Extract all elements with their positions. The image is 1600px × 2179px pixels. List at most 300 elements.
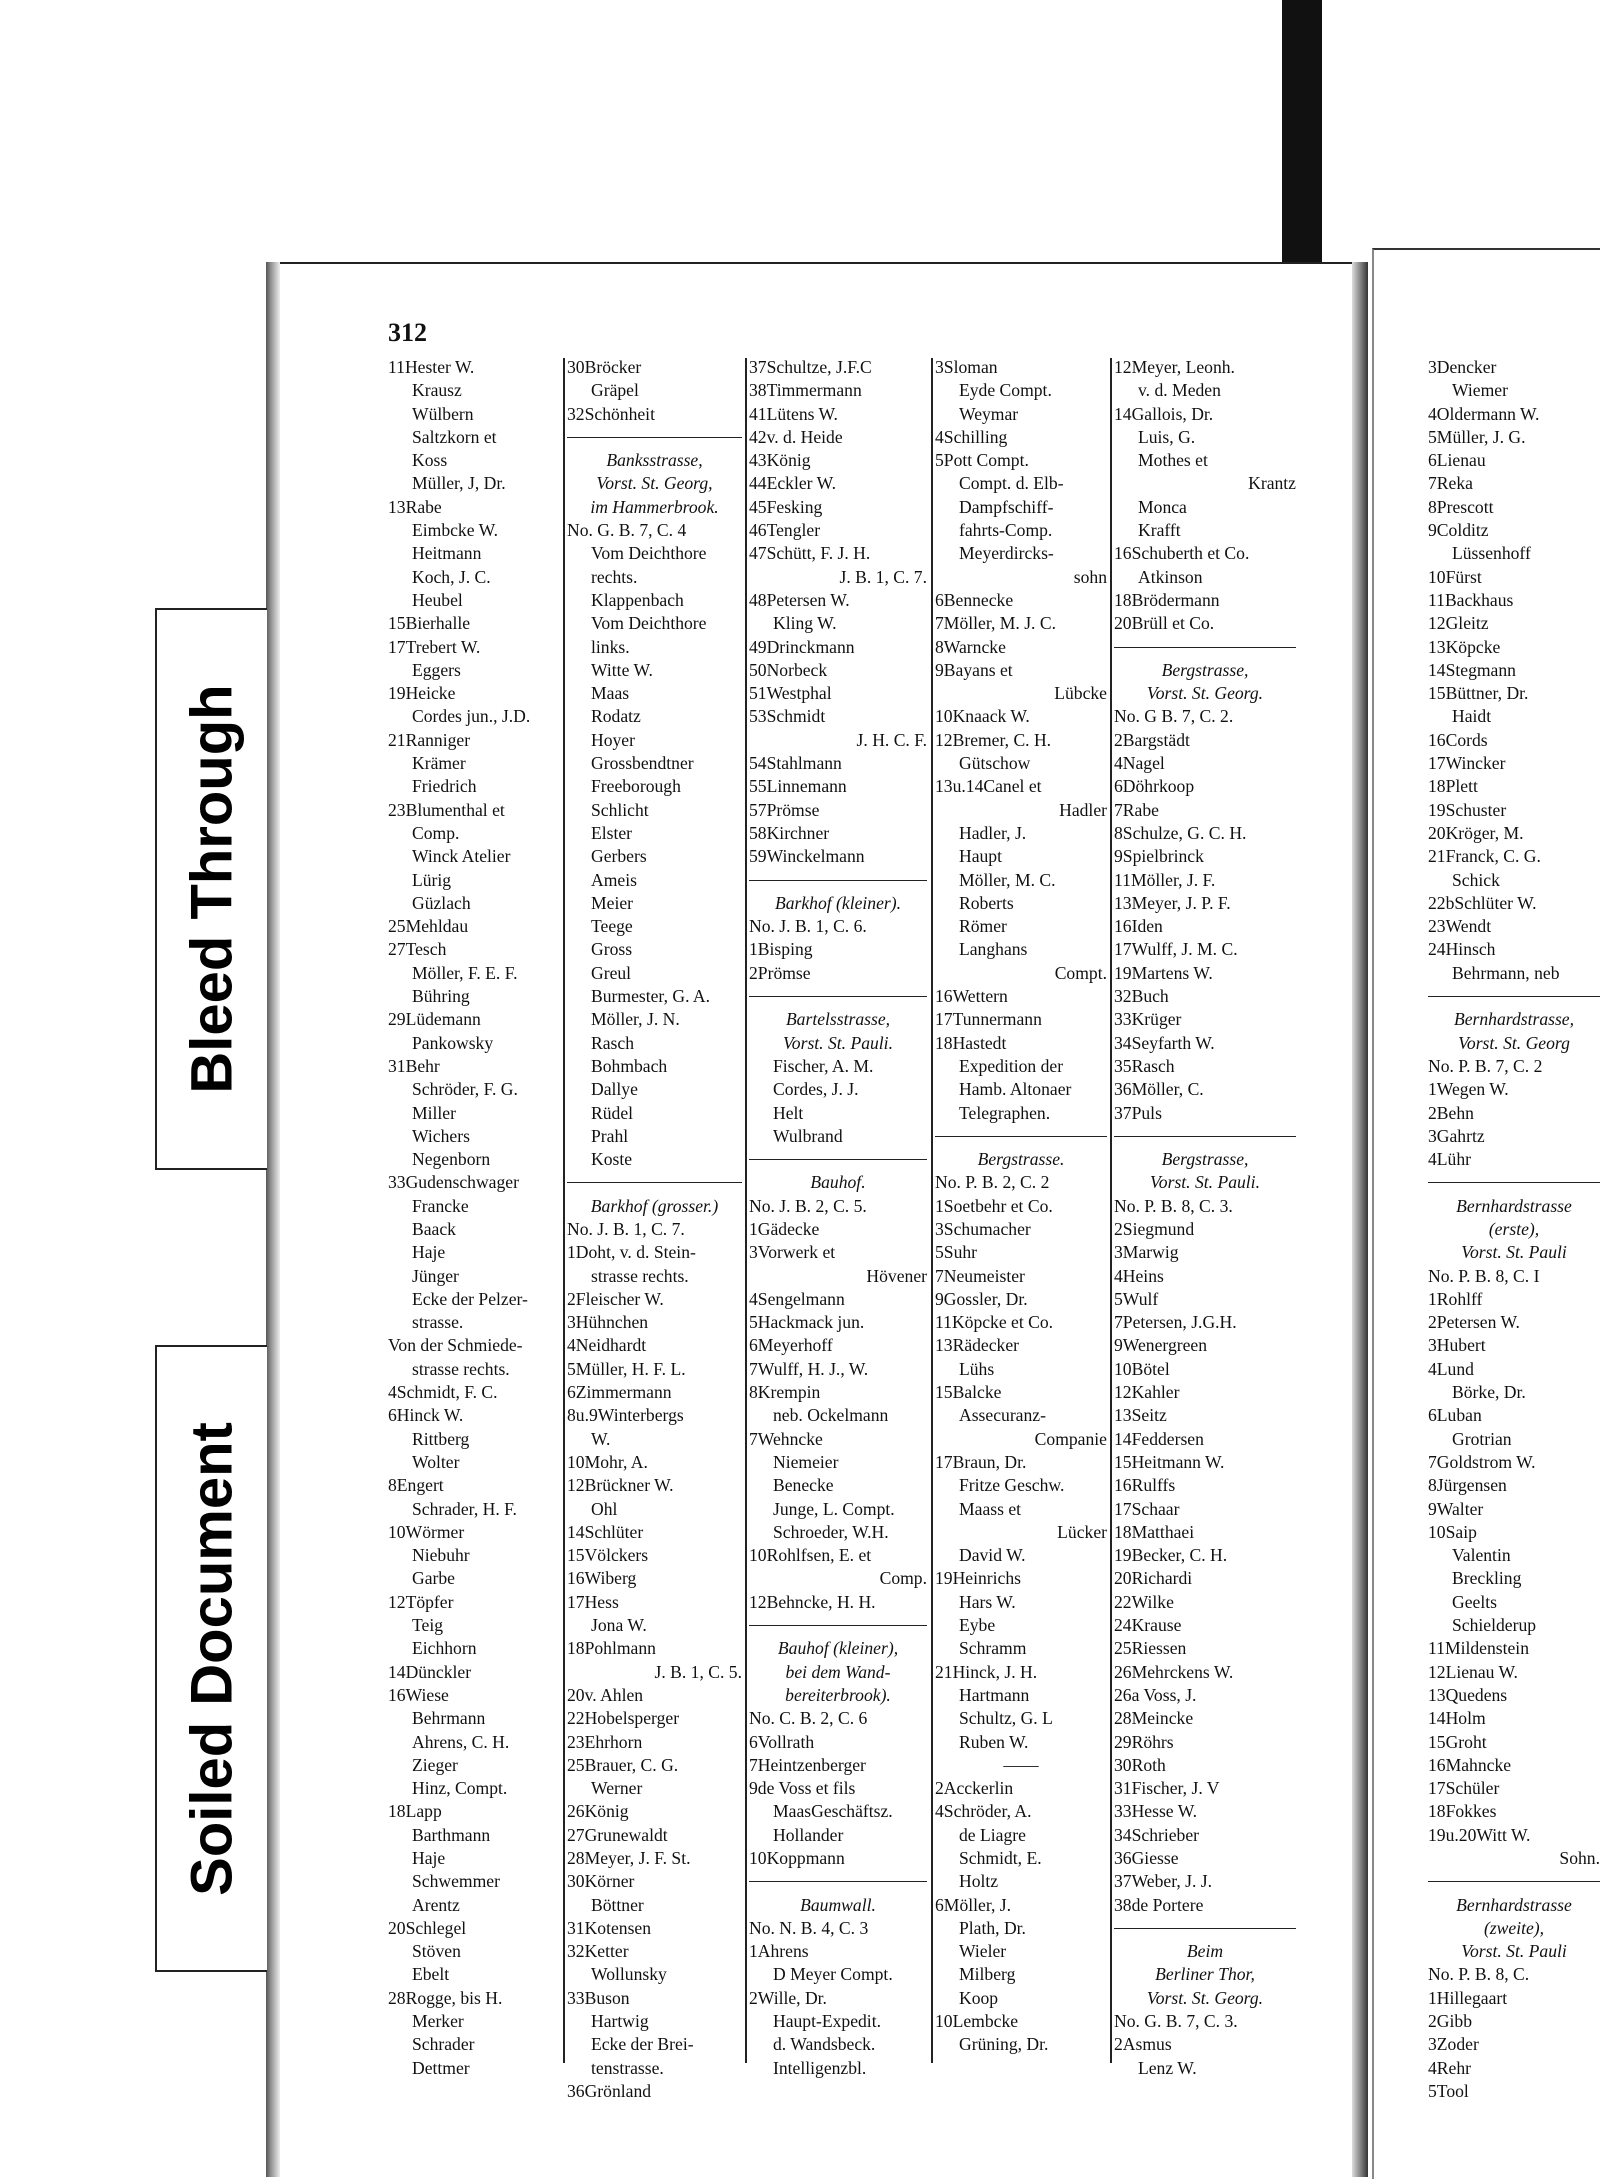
directory-entry: Grossbendtner <box>591 753 694 774</box>
directory-entry: 7Wulff, H. J., W. <box>749 1358 869 1379</box>
directory-entry: Vom Deichthore <box>591 543 707 564</box>
directory-entry: Fritze Geschw. <box>959 1475 1065 1496</box>
street-heading: Bernhardstrasse <box>1456 1195 1572 1216</box>
directory-entry: Niemeier <box>773 1451 839 1472</box>
directory-entry: Krantz <box>1248 473 1296 494</box>
directory-entry: Haje <box>412 1848 446 1868</box>
directory-entry: strasse rechts. <box>591 1265 689 1286</box>
directory-entry: 9Wenergreen <box>1114 1335 1208 1356</box>
directory-entry: 16Schuberth et Co. <box>1114 543 1250 564</box>
directory-entry: Börke, Dr. <box>1452 1382 1526 1403</box>
directory-entry: Lenz W. <box>1138 2057 1197 2078</box>
street-heading: Vorst. St. Pauli <box>1461 1941 1567 1962</box>
directory-entry: 4Lund <box>1428 1358 1474 1379</box>
directory-entry: Haupt-Expedit. <box>773 2011 881 2032</box>
directory-entry: 15Büttner, Dr. <box>1428 683 1529 704</box>
directory-entry: Haupt <box>959 846 1002 867</box>
directory-entry: Haje <box>412 1242 446 1263</box>
directory-entry: Prahl <box>591 1125 629 1146</box>
directory-entry: 54Stahlmann <box>749 753 842 774</box>
directory-entry: 10Koppmann <box>749 1848 845 1868</box>
directory-entry: 14Holm <box>1428 1708 1486 1729</box>
directory-entry: 6Möller, J. <box>935 1894 1012 1915</box>
directory-entry: Haidt <box>1452 706 1492 727</box>
directory-entry: 9Bayans et <box>935 659 1013 680</box>
directory-entry: 13u.14Canel et <box>935 776 1042 797</box>
directory-entry: Schielderup <box>1452 1615 1537 1636</box>
section-rule <box>567 426 742 449</box>
directory-entry: 8Warncke <box>935 636 1006 657</box>
directory-entry: 6Meyerhoff <box>749 1335 833 1356</box>
directory-entry: Gerbers <box>591 846 647 867</box>
directory-entry: 6Bennecke <box>935 589 1014 610</box>
directory-entry: 6Hinck W. <box>388 1405 464 1426</box>
section-rule <box>935 1125 1107 1148</box>
directory-entry: Weymar <box>959 403 1019 424</box>
directory-entry: 43König <box>749 450 811 471</box>
rule-line <box>749 1881 927 1882</box>
section-rule <box>1428 985 1600 1008</box>
directory-entry: 18Hastedt <box>935 1032 1007 1053</box>
directory-entry: 27Tesch <box>388 939 447 960</box>
directory-entry: 14Stegmann <box>1428 659 1516 680</box>
column-divider <box>745 358 747 2063</box>
directory-entry: Valentin <box>1452 1545 1511 1566</box>
page-number: 312 <box>388 318 427 347</box>
directory-entry: Comp. <box>412 822 460 843</box>
directory-entry: Koop <box>959 1987 999 2008</box>
directory-entry: 50Norbeck <box>749 659 828 680</box>
directory-entry: Comp. <box>879 1568 927 1589</box>
directory-entry: 1Soetbehr et Co. <box>935 1195 1053 1216</box>
directory-entry: 4Schröder, A. <box>935 1801 1032 1822</box>
dark-gutter <box>1282 0 1322 270</box>
directory-entry: 2Acckerlin <box>935 1778 1014 1799</box>
directory-entry: Hartwig <box>591 2011 649 2032</box>
directory-entry: Hinz, Compt. <box>412 1778 508 1799</box>
section-rule <box>749 869 927 892</box>
directory-entry: Atkinson <box>1138 566 1203 587</box>
directory-entry: 14Schlüter <box>567 1521 644 1542</box>
directory-entry: Cordes jun., J.D. <box>412 706 531 727</box>
directory-entry: MaasGeschäftsz. <box>773 1801 893 1822</box>
directory-entry: 18Pohlmann <box>567 1638 656 1659</box>
directory-entry: David W. <box>959 1545 1026 1566</box>
directory-entry: No. G B. 7, C. 2. <box>1114 706 1234 727</box>
directory-entry: Güzlach <box>412 892 471 913</box>
directory-entry: J. B. 1, C. 7. <box>839 566 927 587</box>
directory-entry: 37Weber, J. J. <box>1114 1871 1213 1892</box>
directory-entry: 15Bierhalle <box>388 613 471 634</box>
directory-entry: Krausz <box>412 380 462 401</box>
directory-entry: J. B. 1, C. 5. <box>654 1661 742 1682</box>
directory-entry: Elster <box>591 822 633 843</box>
directory-entry: strasse. <box>412 1312 464 1333</box>
directory-entry: Francke <box>412 1195 469 1216</box>
directory-entry: 5Müller, H. F. L. <box>567 1358 686 1379</box>
directory-entry: 10Wörmer <box>388 1521 465 1542</box>
directory-entry: Krämer <box>412 753 466 774</box>
directory-entry: 6Luban <box>1428 1405 1482 1426</box>
directory-entry: 15Balcke <box>935 1382 1002 1403</box>
directory-entry: 19Becker, C. H. <box>1114 1545 1228 1566</box>
directory-entry: Behrmann <box>412 1708 486 1729</box>
directory-entry: No. N. B. 4, C. 3 <box>749 1917 869 1938</box>
directory-entry: 36Giesse <box>1114 1848 1179 1868</box>
directory-entry: Ruben W. <box>959 1731 1029 1752</box>
directory-entry: Witte W. <box>591 659 653 680</box>
directory-entry: 11Hester W. <box>388 357 475 377</box>
directory-entry: 7Petersen, J.G.H. <box>1114 1312 1237 1333</box>
directory-entry: 34Seyfarth W. <box>1114 1032 1215 1053</box>
directory-entry: Hoyer <box>591 729 635 750</box>
directory-entry: Meier <box>591 892 634 913</box>
directory-entry: Hadler <box>1059 799 1107 820</box>
directory-entry: 30Körner <box>567 1871 635 1892</box>
street-heading: Barkhof (kleiner). <box>774 892 902 913</box>
directory-entry: Möller, F. E. F. <box>412 962 518 983</box>
directory-entry: 6Zimmermann <box>567 1382 672 1403</box>
section-rule <box>1114 636 1296 659</box>
directory-entry: Intelligenzbl. <box>773 2057 867 2078</box>
directory-entry: 3Schumacher <box>935 1218 1031 1239</box>
directory-entry: 38Timmermann <box>749 380 862 401</box>
directory-entry: 42v. d. Heide <box>749 426 843 447</box>
directory-entry: 36Möller, C. <box>1114 1079 1204 1100</box>
directory-entry: 8Schulze, G. C. H. <box>1114 822 1247 843</box>
directory-entry: 12Kahler <box>1114 1382 1180 1403</box>
page-gutter-shadow <box>1352 262 1368 2177</box>
street-heading: Vorst. St. Georg <box>1458 1032 1570 1053</box>
column-divider <box>1110 358 1112 2063</box>
directory-entry: Bohmbach <box>591 1055 668 1076</box>
directory-entry: neb. Ockelmann <box>773 1405 889 1426</box>
directory-entry: 11Köpcke et Co. <box>935 1312 1054 1333</box>
directory-entry: Schwemmer <box>412 1871 500 1892</box>
directory-entry: 33Gudenschwager <box>388 1172 519 1193</box>
directory-entry: 5Wulf <box>1114 1288 1159 1309</box>
directory-entry: Gross <box>591 939 633 960</box>
directory-entry: 12Bremer, C. H. <box>935 729 1052 750</box>
directory-entry: 4Sengelmann <box>749 1288 845 1309</box>
directory-entry: Rodatz <box>591 706 641 727</box>
directory-entry: Eyde Compt. <box>959 380 1052 401</box>
directory-entry: Wollunsky <box>591 1964 667 1985</box>
street-heading: Vorst. St. Pauli. <box>783 1032 893 1053</box>
directory-entry: 2Wille, Dr. <box>749 1987 827 2008</box>
directory-column-2 <box>567 356 742 2103</box>
directory-entry: 4Neidhardt <box>567 1335 647 1356</box>
directory-entry: 11Backhaus <box>1428 589 1514 610</box>
directory-entry: 19Martens W. <box>1114 962 1213 983</box>
directory-entry: 46Tengler <box>749 520 821 541</box>
directory-entry: 4Rehr <box>1428 2057 1471 2078</box>
directory-entry: 2Behn <box>1428 1102 1474 1123</box>
directory-entry: 16Mahncke <box>1428 1754 1512 1775</box>
directory-entry: 5Hackmack jun. <box>749 1312 865 1333</box>
directory-entry: 13Rädecker <box>935 1335 1020 1356</box>
directory-entry: 9Spielbrinck <box>1114 846 1204 867</box>
street-heading: Baumwall. <box>800 1894 876 1915</box>
soiled-document-label: Soiled Document <box>179 1421 245 1896</box>
directory-entry: 13Köpcke <box>1428 636 1501 657</box>
directory-entry: 20Brüll et Co. <box>1114 613 1215 634</box>
directory-entry: Baack <box>412 1218 456 1239</box>
directory-column-4 <box>935 356 1107 2057</box>
rule-line <box>1114 1136 1296 1137</box>
directory-entry: Fischer, A. M. <box>773 1055 874 1076</box>
rule-line <box>749 996 927 997</box>
directory-entry: 16Cords <box>1428 729 1488 750</box>
directory-entry: 3Hubert <box>1428 1335 1486 1356</box>
directory-entry: 33Hesse W. <box>1114 1801 1198 1822</box>
directory-entry: 18Lapp <box>388 1801 442 1822</box>
rule-line <box>749 1625 927 1626</box>
directory-entry: Jona W. <box>591 1615 647 1636</box>
rule-line <box>749 1159 927 1160</box>
directory-entry: Lücker <box>1057 1521 1107 1542</box>
directory-entry: No. J. B. 1, C. 6. <box>749 916 867 937</box>
directory-entry: 8Prescott <box>1428 496 1494 517</box>
directory-entry: 6Döhrkoop <box>1114 776 1195 797</box>
directory-entry: 7Heintzenberger <box>749 1754 866 1775</box>
directory-entry: Ahrens, C. H. <box>412 1731 510 1752</box>
directory-entry: 10Fürst <box>1428 566 1482 587</box>
directory-entry: Schmidt, E. <box>959 1848 1042 1868</box>
street-heading: Beim <box>1186 1941 1224 1962</box>
directory-entry: Möller, M. C. <box>959 869 1056 890</box>
directory-entry: 32Schönheit <box>567 403 655 424</box>
directory-entry: Eimbcke W. <box>412 520 499 541</box>
directory-entry: Helt <box>773 1102 804 1123</box>
directory-entry: Arentz <box>412 1894 460 1915</box>
directory-entry: 19Heicke <box>388 683 456 704</box>
directory-entry: 17Braun, Dr. <box>935 1451 1027 1472</box>
directory-entry: 17Wincker <box>1428 753 1506 774</box>
directory-entry: Sohn. <box>1559 1848 1600 1868</box>
directory-entry: 21Hinck, J. H. <box>935 1661 1038 1682</box>
directory-entry: 1Hillegaart <box>1428 1987 1508 2008</box>
street-heading: im Hammerbrook. <box>590 496 719 517</box>
directory-entry: 1Rohlff <box>1428 1288 1483 1309</box>
directory-entry: tenstrasse. <box>591 2057 664 2078</box>
street-heading: Banksstrasse, <box>606 450 703 471</box>
directory-entry: 8u.9Winterbergs <box>567 1405 684 1426</box>
directory-entry: fahrts-Comp. <box>959 520 1053 541</box>
directory-entry: 22Hobelsperger <box>567 1708 680 1729</box>
street-heading: Bernhardstrasse <box>1456 1894 1572 1915</box>
directory-entry: Jünger <box>412 1265 459 1286</box>
directory-entry: Behrmann, neb <box>1452 962 1560 983</box>
section-rule <box>1428 1171 1600 1194</box>
street-heading: Bartelsstrasse, <box>785 1009 891 1030</box>
directory-entry: No. J. B. 2, C. 5. <box>749 1195 867 1216</box>
directory-entry: Wolter <box>412 1451 460 1472</box>
directory-entry: 32Ketter <box>567 1941 629 1962</box>
directory-entry: Maass et <box>959 1498 1022 1519</box>
directory-entry: 12Brückner W. <box>567 1475 674 1496</box>
directory-entry: 59Winckelmann <box>749 846 865 867</box>
directory-entry: Zieger <box>412 1754 458 1775</box>
directory-entry: 15Heitmann W. <box>1114 1451 1225 1472</box>
directory-entry: 38de Portere <box>1114 1894 1204 1915</box>
directory-entry: links. <box>591 636 630 657</box>
street-heading: Barkhof (grosser.) <box>590 1195 719 1216</box>
rule-line <box>567 1182 742 1183</box>
directory-entry: 2Gibb <box>1428 2011 1472 2032</box>
directory-entry: 21Franck, C. G. <box>1428 846 1541 867</box>
directory-entry: 44Eckler W. <box>749 473 836 494</box>
directory-entry: 24Hinsch <box>1428 939 1496 960</box>
directory-entry: Schrader <box>412 2034 475 2055</box>
directory-entry: Geelts <box>1452 1591 1497 1612</box>
directory-entry: Saltzkorn et <box>412 426 497 447</box>
directory-entry: 12Töpfer <box>388 1591 454 1612</box>
directory-entry: Lübcke <box>1054 683 1107 704</box>
street-heading: Vorst. St. Georg. <box>1146 683 1264 704</box>
directory-entry: 10Rohlfsen, E. et <box>749 1545 872 1566</box>
directory-entry: 8Krempin <box>749 1382 821 1403</box>
rule-line <box>1114 647 1296 648</box>
street-heading: Vorst. St. Pauli <box>1461 1242 1567 1263</box>
directory-entry: No. P. B. 8, C. 3. <box>1114 1195 1233 1216</box>
directory-column-6 <box>1428 356 1600 2103</box>
directory-entry: Friedrich <box>412 776 477 797</box>
directory-entry: Assecuranz- <box>959 1405 1046 1426</box>
directory-entry: 3Gahrtz <box>1428 1125 1485 1146</box>
column-divider <box>563 358 565 2063</box>
directory-entry: Telegraphen. <box>959 1102 1051 1123</box>
directory-entry: Ecke der Pelzer- <box>412 1288 528 1309</box>
directory-entry: Dampfschiff- <box>959 496 1054 517</box>
directory-entry: 58Kirchner <box>749 822 830 843</box>
page-edge-left <box>266 262 280 2177</box>
directory-entry: Lühs <box>959 1358 995 1379</box>
directory-entry: Koss <box>412 450 448 471</box>
directory-entry: 16Wiese <box>388 1684 449 1705</box>
directory-entry: 30Roth <box>1114 1754 1166 1775</box>
street-heading: bereiterbrook). <box>785 1684 891 1705</box>
directory-entry: 3Hühnchen <box>567 1312 649 1333</box>
directory-entry: 1Ahrens <box>749 1941 809 1962</box>
rule-line <box>567 437 742 438</box>
directory-column-5 <box>1114 356 1296 2080</box>
directory-entry: 26Mehrckens W. <box>1114 1661 1234 1682</box>
directory-entry: Burmester, G. A. <box>591 986 711 1007</box>
directory-entry: Negenborn <box>412 1149 491 1170</box>
directory-entry: 37Schultze, J.F.C <box>749 357 872 377</box>
directory-entry: Heubel <box>412 589 463 610</box>
directory-entry: No. G. B. 7, C. 3. <box>1114 2011 1238 2032</box>
directory-entry: No. P. B. 8, C. <box>1428 1964 1530 1985</box>
directory-entry: 23Blumenthal et <box>388 799 505 820</box>
directory-entry: 18Matthaei <box>1114 1521 1195 1542</box>
directory-entry: Rittberg <box>412 1428 470 1449</box>
directory-entry: Teege <box>591 916 633 937</box>
bleed-through-tab <box>155 608 267 1170</box>
directory-entry: 26a Voss, J. <box>1114 1684 1197 1705</box>
directory-entry: 8Jürgensen <box>1428 1475 1507 1496</box>
directory-entry: 18Brödermann <box>1114 589 1220 610</box>
directory-entry: 12Meyer, Leonh. <box>1114 357 1235 377</box>
directory-entry: Lürig <box>412 869 452 890</box>
directory-entry: Freeborough <box>591 776 681 797</box>
directory-entry: Gütschow <box>959 753 1031 774</box>
street-heading: (erste), <box>1488 1218 1540 1239</box>
directory-entry: Monca <box>1138 496 1187 517</box>
directory-entry: 31Fischer, J. V <box>1114 1778 1220 1799</box>
directory-entry: 12Lienau W. <box>1428 1661 1518 1682</box>
directory-entry: 7Reka <box>1428 473 1473 494</box>
directory-entry: Ecke der Brei- <box>591 2034 694 2055</box>
directory-entry: 11Möller, J. F. <box>1114 869 1216 890</box>
directory-entry: 2Fleischer W. <box>567 1288 664 1309</box>
directory-entry: 31Kotensen <box>567 1917 652 1938</box>
directory-entry: 1Bisping <box>749 939 813 960</box>
directory-entry: Pankowsky <box>412 1032 494 1053</box>
directory-entry: Hadler, J. <box>959 822 1027 843</box>
directory-entry: 14Feddersen <box>1114 1428 1204 1449</box>
street-heading: Berliner Thor, <box>1155 1964 1255 1985</box>
directory-entry: 6Lienau <box>1428 450 1486 471</box>
directory-entry: 16Wiberg <box>567 1568 637 1589</box>
directory-entry: Hamb. Altonaer <box>959 1079 1072 1100</box>
directory-entry: W. <box>591 1428 611 1449</box>
directory-entry: 14Gallois, Dr. <box>1114 403 1214 424</box>
directory-entry: Niebuhr <box>412 1545 470 1566</box>
directory-entry: Koch, J. C. <box>412 566 491 587</box>
directory-entry: Vom Deichthore <box>591 613 707 634</box>
directory-entry: Klappenbach <box>591 589 684 610</box>
directory-column-3 <box>749 356 927 2080</box>
directory-entry: Wiemer <box>1452 380 1508 401</box>
directory-entry: Wülbern <box>412 403 474 424</box>
directory-entry: Langhans <box>959 939 1028 960</box>
directory-entry: 7Möller, M. J. C. <box>935 613 1056 634</box>
directory-entry: Böttner <box>591 1894 644 1915</box>
directory-entry: 9Walter <box>1428 1498 1484 1519</box>
directory-entry: Möller, J. N. <box>591 1009 680 1030</box>
section-rule <box>1428 1870 1600 1893</box>
directory-entry: 9Gossler, Dr. <box>935 1288 1028 1309</box>
directory-entry: 14Dünckler <box>388 1661 472 1682</box>
directory-entry: Garbe <box>412 1568 455 1589</box>
directory-entry: 3Dencker <box>1428 357 1497 377</box>
directory-entry: Von der Schmiede- <box>388 1335 523 1356</box>
section-rule <box>1114 1125 1296 1148</box>
directory-entry: 8Engert <box>388 1475 444 1496</box>
directory-entry: 7Neumeister <box>935 1265 1025 1286</box>
directory-entry: D Meyer Compt. <box>773 1964 893 1985</box>
directory-entry: 19Heinrichs <box>935 1568 1021 1589</box>
directory-entry: 5Suhr <box>935 1242 978 1263</box>
street-heading: Bernhardstrasse, <box>1453 1009 1575 1030</box>
directory-entry: Grotrian <box>1452 1428 1512 1449</box>
directory-entry: 3Zoder <box>1428 2034 1479 2055</box>
directory-entry: 28Meincke <box>1114 1708 1194 1729</box>
directory-entry: Dallye <box>591 1079 638 1100</box>
directory-entry: Ameis <box>591 869 637 890</box>
directory-entry: 16Rulffs <box>1114 1475 1176 1496</box>
directory-entry: 10Knaack W. <box>935 706 1030 727</box>
directory-entry: 20Kröger, M. <box>1428 822 1524 843</box>
directory-entry: Römer <box>959 916 1007 937</box>
rule-line <box>749 880 927 881</box>
directory-entry: No. P. B. 8, C. I <box>1428 1265 1540 1286</box>
soiled-document-tab <box>155 1345 267 1972</box>
directory-entry: Junge, L. Compt. <box>773 1498 895 1519</box>
street-heading: Vorst. St. Pauli. <box>1150 1172 1260 1193</box>
